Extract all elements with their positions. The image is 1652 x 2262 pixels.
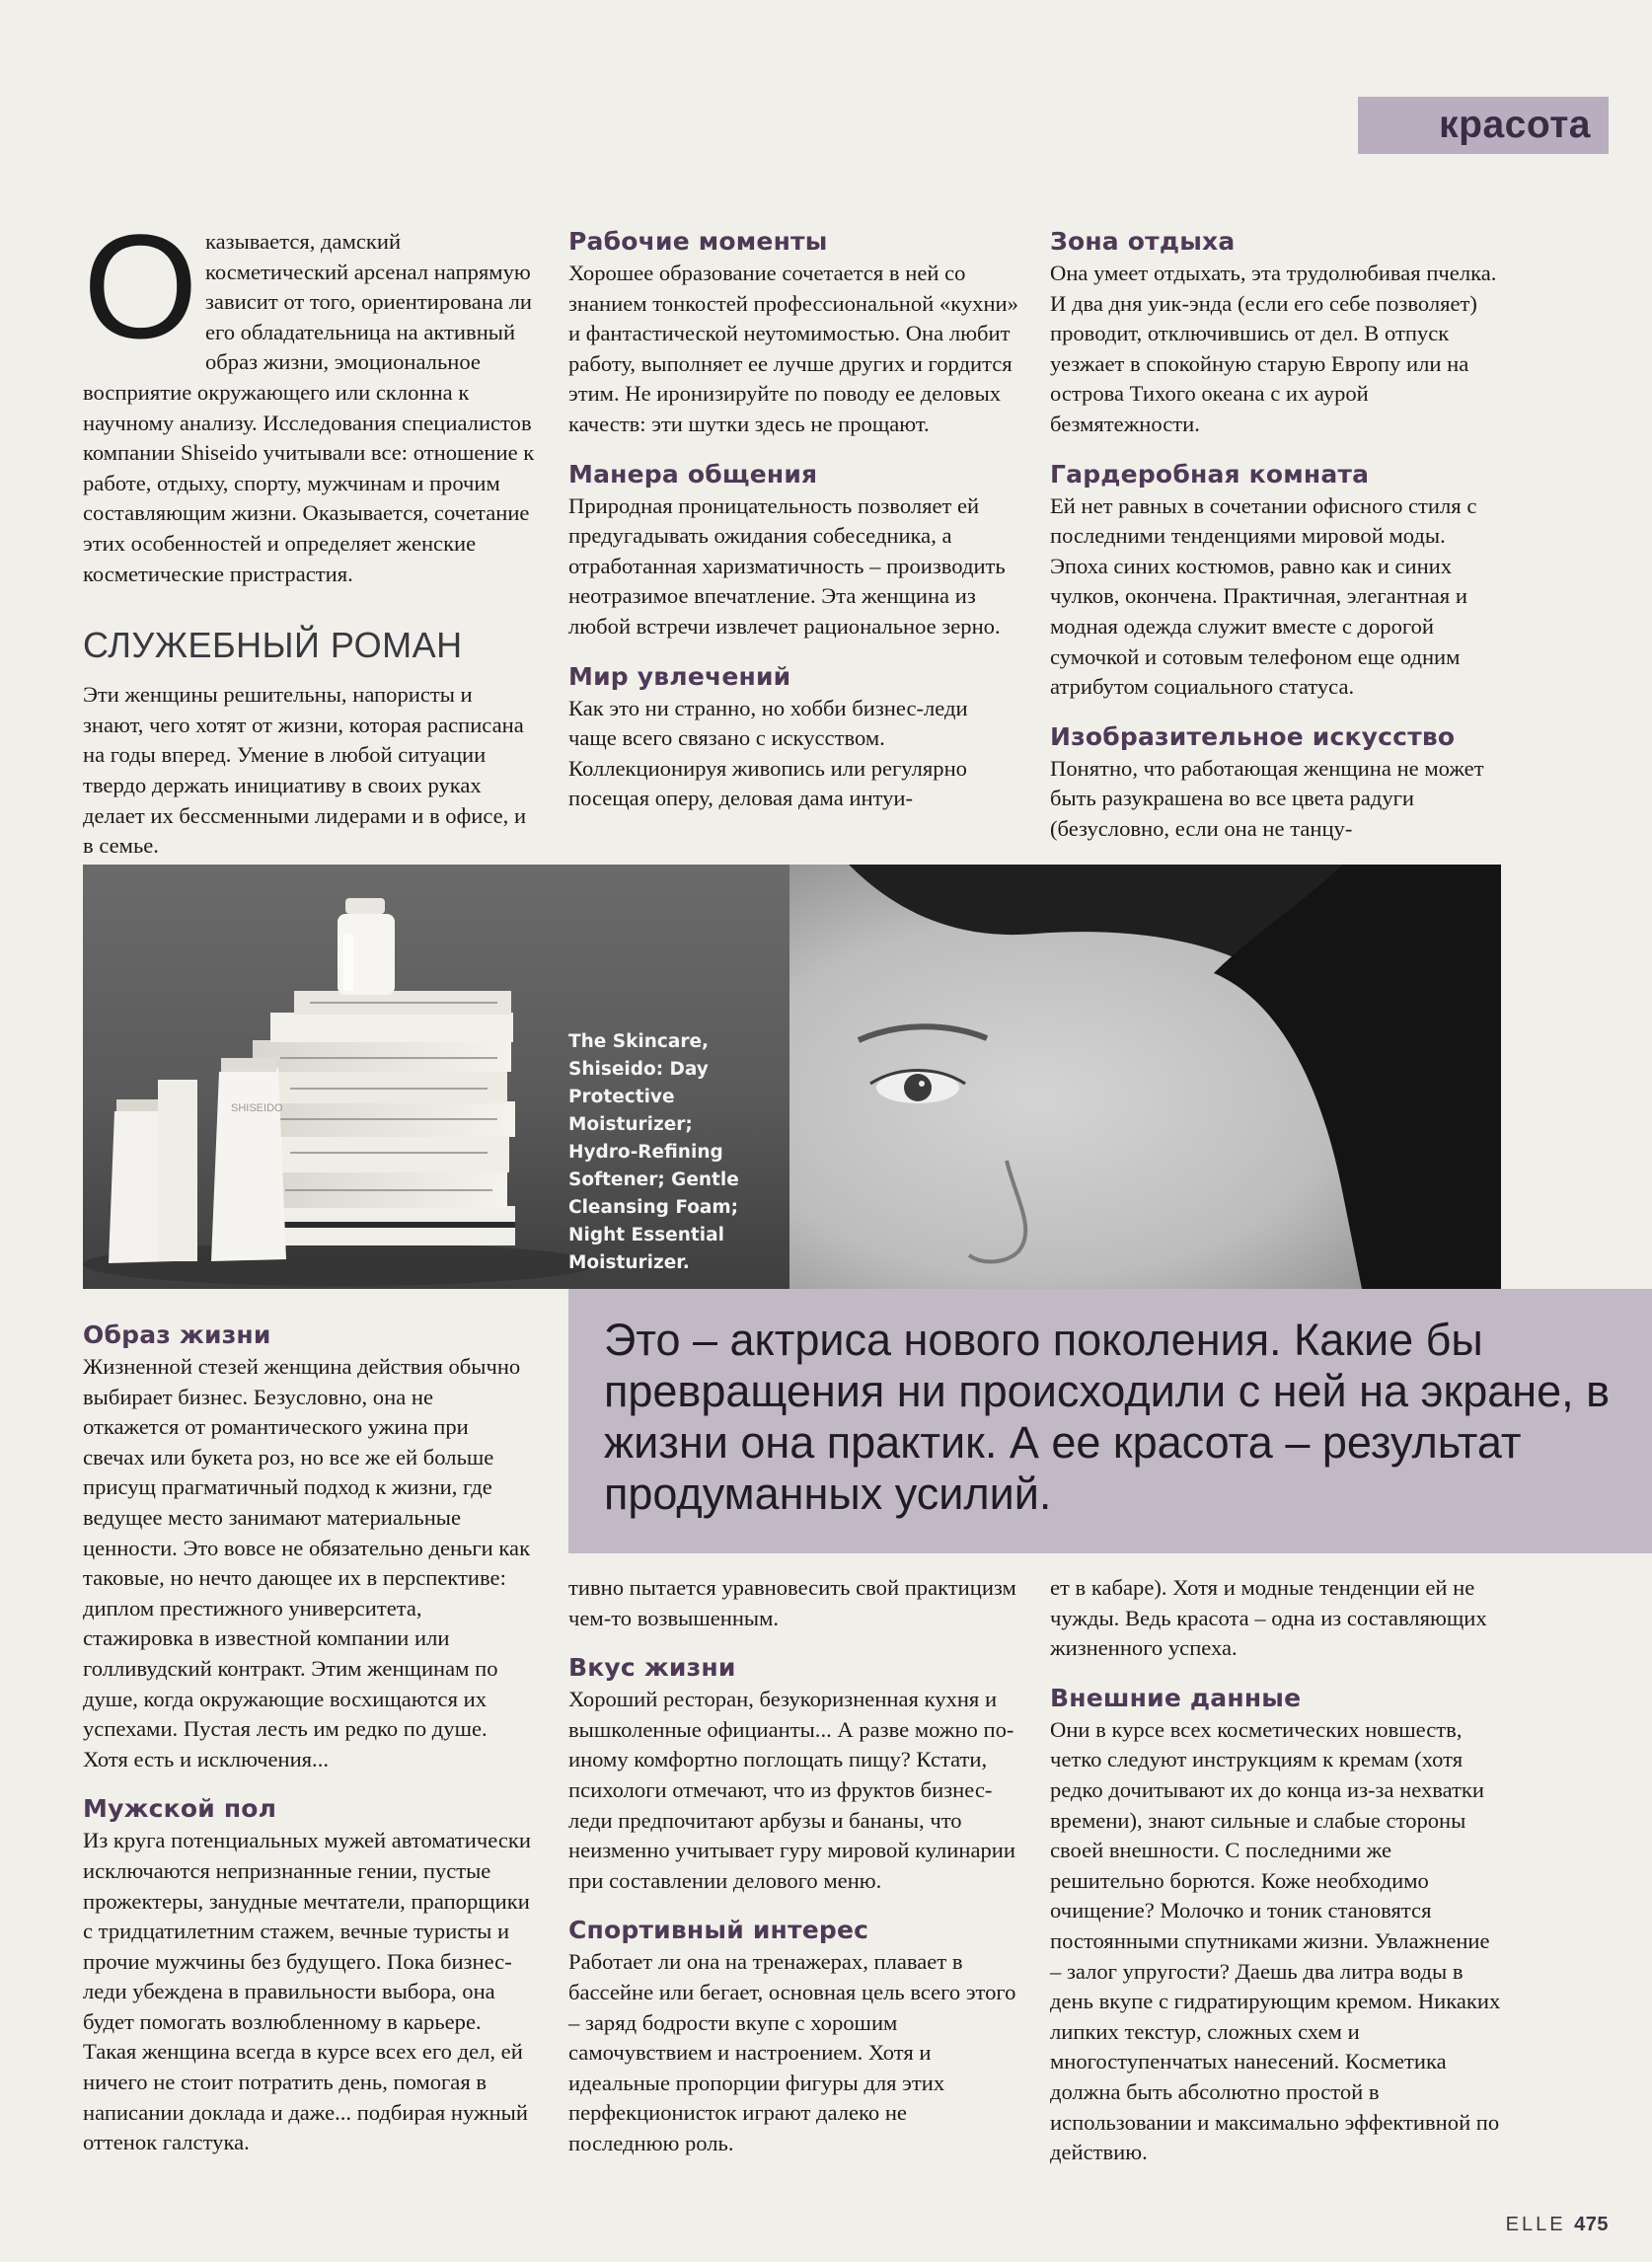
zona-text: Она умеет отдыхать, эта трудолюбивая пчелка. И два дня уик-энда (если его себе позволяет) проводит, отключившись от дел. В отпуск уезжает в спокойную старую Европу или на острова Тихого океана с их аурой безмятежности.	[1050, 261, 1497, 436]
vnesh-heading: Внешние данные	[1050, 1683, 1302, 1712]
column-2-top	[568, 227, 1018, 814]
product-photo	[83, 865, 789, 1289]
izo-text: Понятно, что работающая женщина не может быть разукрашена во все цвета радуги (безусловно, если она не танцу-	[1050, 755, 1484, 841]
caption-line: The Skincare,	[568, 1031, 710, 1052]
mir-continued-text: тивно пытается уравновесить свой практицизм чем-то возвышенным.	[568, 1575, 1016, 1630]
tube-label: SHISEIDO	[231, 1102, 283, 1114]
dropcap-letter: О	[83, 203, 198, 369]
column-1-bottom	[83, 1320, 535, 2158]
caption-line: Hydro-Refining	[568, 1142, 723, 1163]
intro	[83, 203, 535, 589]
column-1-top	[83, 203, 535, 862]
vkus-heading: Вкус жизни	[568, 1653, 736, 1683]
caption-line: Moisturizer.	[568, 1252, 690, 1273]
rabochie-heading: Рабочие моменты	[568, 227, 828, 256]
intro-text: казывается, дамский косметический арсенал напрямую зависит от того, ориентирована ли его обладательница на активный образ жизни, эмоциональное восприятие окружающего или склонна к научному анализу. Исследования специалистов компании Shiseido учитывали все: отношение к работе, отдыху, спорту, мужчинам и прочим составляющим жизни. Оказывается, сочетание этих особенностей и определяет женские косметические пристрастия.	[83, 229, 535, 586]
caption-line: Softener; Gentle	[568, 1169, 739, 1190]
garderob-heading: Гардеробная комната	[1050, 459, 1370, 489]
column-3-top	[1050, 227, 1502, 845]
column-2-bottom	[568, 1573, 1018, 2159]
rabochie-text: Хорошее образование сочетается в ней со знанием тонкостей профессиональной «кухни» и фантастической неутомимостью. Она любит работу, выполняет ее лучше других и гордится этим. Не иронизируйте по поводу ее деловых качеств: эти шутки здесь не прощают.	[568, 261, 1018, 436]
subhead: СЛУЖЕБНЫЙ РОМАН	[83, 625, 463, 666]
izo-heading: Изобразительное искусство	[1050, 721, 1456, 751]
product-caption	[568, 1028, 786, 1277]
portrait-image	[789, 865, 1501, 1289]
manera-heading: Манера общения	[568, 459, 818, 489]
caption-line: Night Essential	[568, 1225, 724, 1245]
pull-quote: Это – актриса нового поколения. Какие бы превращения ни происходили с ней на экране, в жизни она практик. А ее красота – результат продуманных усилий.	[604, 1315, 1611, 1519]
caption-line: Moisturizer;	[568, 1114, 693, 1135]
mir-text: Как это ни странно, но хобби бизнес-леди чаще всего связано с искусством. Коллекционируя живопись или регулярно посещая оперу, деловая дама интуи-	[568, 695, 968, 811]
vnesh-text: Они в курсе всех косметических новшеств, четко следуют инструкциям к кремам (хотя редко дочитывают их до конца из-за нехватки времени), знают сильные и слабые стороны своей внешности. С последними же решительно борются. Коже необходимо очищение? Молочко и тоник становятся постоянными спутниками жизни. Увлажнение – залог упругости? Даешь два литра воды в день вкупе с гидратирующим кремом. Никаких липких текстур, сложных схем и многоступенчатых нанесений. Косметика должна быть абсолютно простой в использовании и максимально эффективной по действию.	[1050, 1716, 1501, 2165]
portrait-photo	[789, 865, 1501, 1289]
muzh-text: Из круга потенциальных мужей автоматически исключаются непризнанные гении, пустые прожектеры, занудные мечтатели, прапорщики с тридцатилетним стажем, вечные туристы и прочие мужчины без будущего. Пока бизнес-леди убеждена в правильности выбора, она будет помогать возлюбленному в карьере. Такая женщина всегда в курсе всех его дел, ей ничего не стоит потратить день, помогая в написании доклада и даже... подбирая нужный оттенок галстука.	[83, 1828, 531, 2155]
footer-brand: ELLE	[1505, 2214, 1566, 2235]
caption-line: Protective	[568, 1087, 675, 1107]
pull-quote-box	[568, 1289, 1652, 1553]
mir-heading: Мир увлечений	[568, 661, 791, 691]
page-number: 475	[1574, 2214, 1609, 2235]
obraz-heading: Образ жизни	[83, 1320, 271, 1349]
muzh-heading: Мужской пол	[83, 1794, 277, 1824]
sport-heading: Спортивный интерес	[568, 1916, 869, 1945]
page-footer	[1506, 2214, 1609, 2236]
manera-text: Природная проницательность позволяет ей предугадывать ожидания собеседника, а отработанная харизматичность – производить неотразимое впечатление. Эта женщина из любой встречи извлечет рациональное зерно.	[568, 492, 1006, 639]
caption-line: Shiseido: Day	[568, 1059, 709, 1080]
izo-continued-text: ет в кабаре). Хотя и модные тенденции ей не чужды. Ведь красота – одна из составляющих жизненного успеха.	[1050, 1575, 1487, 1661]
photo-band	[83, 865, 1501, 1289]
zona-heading: Зона отдыха	[1050, 227, 1236, 256]
sport-text: Работает ли она на тренажерах, плавает в бассейне или бегает, основная цель всего этого – заряд бодрости вкупе с хорошим самочувствием и настроением. Хотя и идеальные пропорции фигуры для этих перфекционисток играют далеко не последнюю роль.	[568, 1949, 1016, 2155]
garderob-text: Ей нет равных в сочетании офисного стиля с последними тенденциями мировой моды. Эпоха синих костюмов, равно как и синих чулков, окончена. Практичная, элегантная и модная одежда служит вместе с дорогой сумочкой и сотовым телефоном еще одним атрибутом социального статуса.	[1050, 492, 1477, 700]
sluzhebny-text: Эти женщины решительны, напористы и знают, чего хотят от жизни, которая расписана на годы вперед. Умение в любой ситуации твердо держать инициативу в своих руках делает их бессменными лидерами и в офисе, и в семье.	[83, 682, 527, 859]
column-3-bottom	[1050, 1573, 1502, 2168]
section-tag: красота	[1358, 97, 1609, 154]
obraz-text: Жизненной стезей женщина действия обычно выбирает бизнес. Безусловно, она не откажется от романтического ужина при свечах или букета роз, но все же ей больше присущ прагматичный подход к жизни, где ведущее место занимают материальные ценности. Это вовсе не обязательно деньги как таковые, но нечто дающее их в перспективе: диплом престижного университета, стажировка в известной компании или голливудский контракт. Этим женщинам по душе, когда окружающие восхищаются их успехами. Пустая лесть им редко по душе. Хотя есть и исключения...	[83, 1354, 531, 1772]
vkus-text: Хороший ресторан, безукоризненная кухня и вышколенные официанты... А разве можно по-иному комфортно поглощать пищу? Кстати, психологи отмечают, что из фруктов бизнес-леди предпочитают арбузы и бананы, что неизменно учитывает гуру мировой кулинарии при составлении делового меню.	[568, 1687, 1015, 1893]
caption-line: Cleansing Foam;	[568, 1197, 739, 1218]
